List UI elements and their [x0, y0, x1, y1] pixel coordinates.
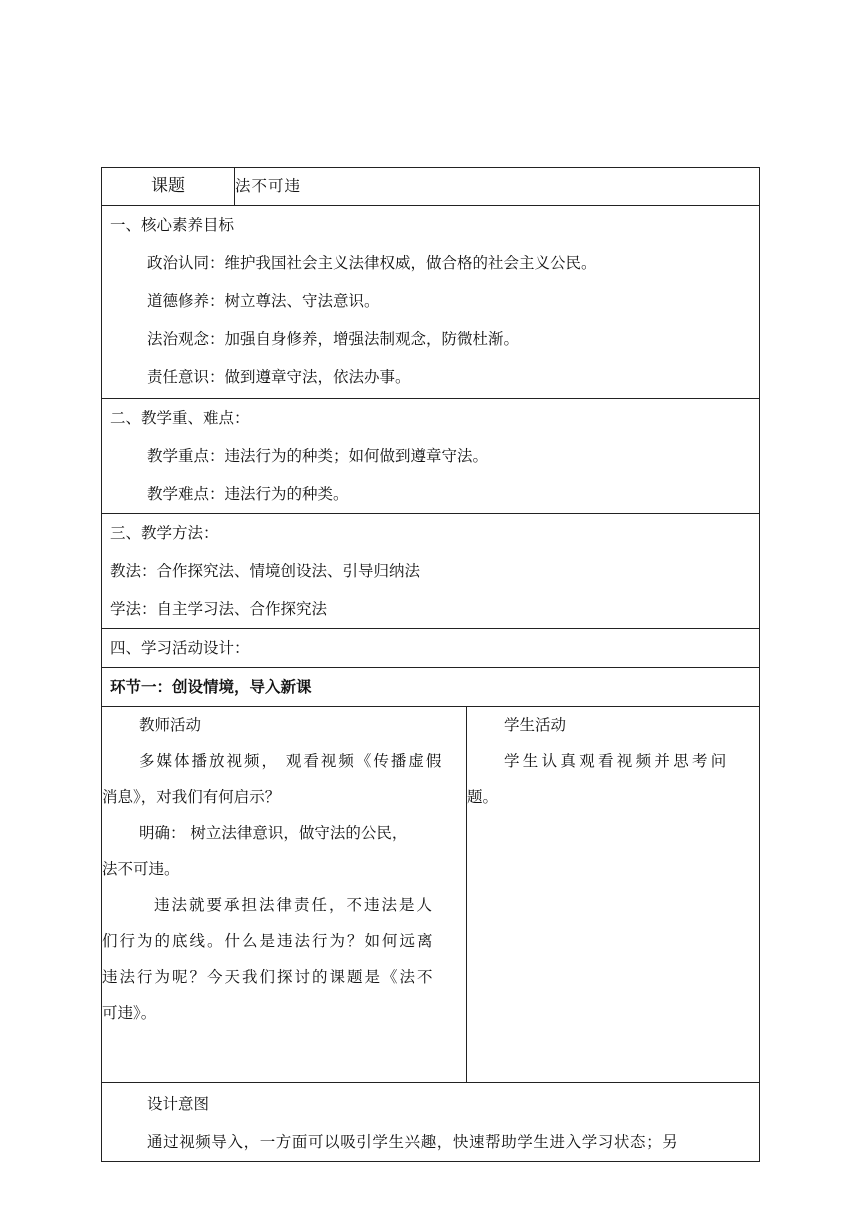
- design-intent-row: [102, 1083, 760, 1162]
- teacher-activity-label: 教师活动: [139, 716, 202, 734]
- teacher-activity-line: 多媒体播放视频， 观看视频《传播虚假: [139, 752, 444, 770]
- teacher-activity-line: 明确： 树立法律意识，做守法的公民，: [139, 824, 408, 842]
- design-intent-label: 设计意图: [147, 1095, 210, 1113]
- student-activity-line: 学生认真观看视频并思考问: [504, 752, 730, 770]
- course-title-row: [102, 168, 760, 206]
- core-goals-row: [102, 206, 760, 399]
- stage1-heading-row: [102, 668, 760, 707]
- teacher-activity-line: 违法行为呢？今天我们探讨的课题是《法不: [102, 968, 435, 986]
- teacher-activity-cell: [102, 707, 467, 1083]
- activities-row: [102, 707, 760, 1083]
- design-intent-text: 通过视频导入，一方面可以吸引学生兴趣，快速帮助学生进入学习状态；另: [147, 1133, 679, 1151]
- student-activity-label: 学生活动: [504, 716, 567, 734]
- stage1-heading: 环节一：创设情境，导入新课: [110, 678, 312, 696]
- key-points-row: [102, 399, 760, 514]
- methods-row: [102, 514, 760, 629]
- goal-item: 政治认同：维护我国社会主义法律权威，做合格的社会主义公民。: [147, 254, 597, 272]
- key-point-item: 教学难点：违法行为的种类。: [147, 485, 349, 503]
- activity-design-row: [102, 629, 760, 668]
- section3-heading: 三、教学方法：: [110, 524, 219, 542]
- teacher-activity-line: 消息》，对我们有何启示？: [102, 788, 281, 806]
- teacher-activity-line: 违法就要承担法律责任，不违法是人: [154, 896, 435, 914]
- teacher-activity-line: 们行为的底线。什么是违法行为？如何远离: [102, 932, 435, 950]
- section4-heading: 四、学习活动设计：: [110, 639, 250, 657]
- goal-item: 道德修养：树立尊法、守法意识。: [147, 292, 380, 310]
- section2-heading: 二、教学重、难点：: [110, 409, 250, 427]
- goal-item: 责任意识：做到遵章守法，依法办事。: [147, 368, 411, 386]
- method-item: 教法：合作探究法、情境创设法、引导归纳法: [110, 562, 421, 580]
- teacher-activity-line: 法不可违。: [102, 860, 180, 878]
- student-activity-line: 题。: [467, 788, 499, 806]
- course-value: 法不可违: [235, 168, 760, 206]
- lesson-plan-table: [101, 167, 760, 1162]
- section1-heading: 一、核心素养目标: [110, 216, 235, 234]
- teacher-activity-line: 可违》。: [102, 1004, 157, 1022]
- key-point-item: 教学重点：违法行为的种类；如何做到遵章守法。: [147, 447, 489, 465]
- goal-item: 法治观念：加强自身修养，增强法制观念，防微杜渐。: [147, 330, 520, 348]
- method-item: 学法：自主学习法、合作探究法: [110, 600, 328, 618]
- student-activity-cell: [467, 707, 760, 1083]
- course-label: 课题: [102, 168, 235, 206]
